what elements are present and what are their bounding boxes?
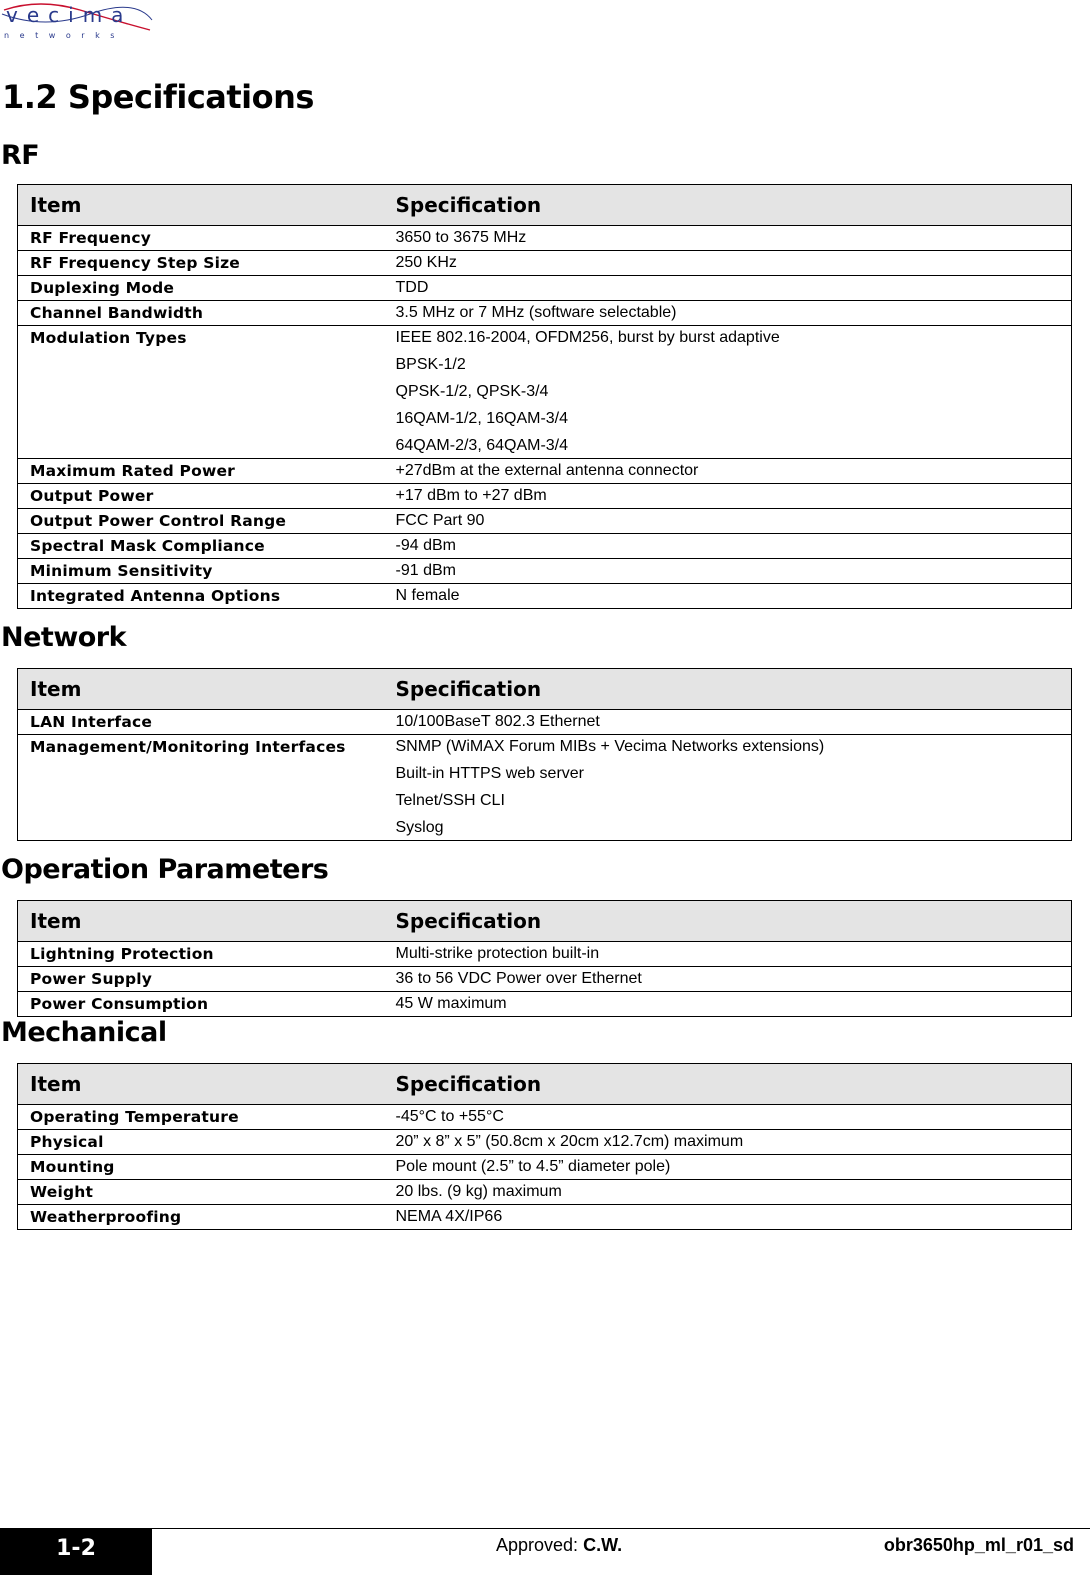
- table-row: [18, 559, 1072, 584]
- table-row: [18, 534, 1072, 559]
- spec-value: -45°C to +55°C: [395, 1108, 504, 1125]
- spec-value: 45 W maximum: [395, 995, 507, 1012]
- spec-value: 250 KHz: [395, 254, 457, 271]
- spec-value: TDD: [395, 279, 429, 296]
- spec-item: Channel Bandwidth: [18, 301, 385, 326]
- table-row: [18, 735, 1072, 841]
- page-number: 1-2: [0, 1529, 152, 1575]
- spec-value: 3650 to 3675 MHz: [395, 229, 527, 246]
- table-row: [18, 251, 1072, 276]
- spec-value-cell: [385, 459, 1072, 484]
- spec-value: 64QAM-2/3, 64QAM-3/4: [395, 437, 569, 454]
- table-header-row: [18, 901, 1072, 942]
- spec-item: LAN Interface: [18, 710, 385, 735]
- spec-value-cell: [385, 1105, 1072, 1130]
- table-row: [18, 1130, 1072, 1155]
- vecima-logo: [0, 0, 160, 44]
- spec-item: Mounting: [18, 1155, 385, 1180]
- spec-value: BPSK-1/2: [395, 356, 466, 373]
- spec-value: QPSK-1/2, QPSK-3/4: [395, 383, 549, 400]
- table-row: [18, 1155, 1072, 1180]
- spec-item: Management/Monitoring Interfaces: [18, 735, 385, 841]
- spec-value-cell: [385, 301, 1072, 326]
- spec-item: Physical: [18, 1130, 385, 1155]
- spec-value-cell: [385, 992, 1072, 1017]
- table-row: [18, 710, 1072, 735]
- spec-value-cell: [385, 710, 1072, 735]
- spec-value-cell: [385, 276, 1072, 301]
- table-row: [18, 1105, 1072, 1130]
- spec-item: Spectral Mask Compliance: [18, 534, 385, 559]
- column-header-item: Item: [18, 1064, 385, 1105]
- spec-value-cell: [385, 1205, 1072, 1230]
- spec-item: Operating Temperature: [18, 1105, 385, 1130]
- page-footer: [0, 1528, 1090, 1575]
- spec-value: Syslog: [395, 819, 444, 836]
- spec-item: Output Power: [18, 484, 385, 509]
- table-operation: [17, 900, 1072, 1017]
- spec-value: +17 dBm to +27 dBm: [395, 487, 547, 504]
- table-row: [18, 484, 1072, 509]
- spec-value-cell: [385, 735, 1072, 841]
- spec-item: Power Supply: [18, 967, 385, 992]
- table-row: [18, 1205, 1072, 1230]
- spec-value: N female: [395, 587, 460, 604]
- table-row: [18, 301, 1072, 326]
- spec-value-cell: [385, 967, 1072, 992]
- spec-value-cell: [385, 1130, 1072, 1155]
- spec-item: Maximum Rated Power: [18, 459, 385, 484]
- spec-item: Weight: [18, 1180, 385, 1205]
- table-row: [18, 509, 1072, 534]
- section-title-mechanical: Mechanical: [1, 1017, 167, 1048]
- spec-value: SNMP (WiMAX Forum MIBs + Vecima Networks extensions): [395, 738, 825, 755]
- table-row: [18, 276, 1072, 301]
- spec-item: Integrated Antenna Options: [18, 584, 385, 609]
- approval-info: [496, 1535, 622, 1556]
- spec-value: -91 dBm: [395, 562, 456, 579]
- table-network: [17, 668, 1072, 841]
- section-title-operation: Operation Parameters: [1, 854, 329, 885]
- table-row: [18, 326, 1072, 459]
- column-header-specification: Specification: [385, 1064, 1072, 1105]
- spec-value: Multi-strike protection built-in: [395, 945, 600, 962]
- approved-label: Approved:: [496, 1535, 579, 1555]
- spec-item: Duplexing Mode: [18, 276, 385, 301]
- spec-item: Power Consumption: [18, 992, 385, 1017]
- spec-value: FCC Part 90: [395, 512, 485, 529]
- column-header-specification: Specification: [385, 669, 1072, 710]
- table-rf: [17, 184, 1072, 609]
- vecima-logo-graphic: [0, 0, 160, 44]
- spec-value-cell: [385, 584, 1072, 609]
- spec-value-cell: [385, 326, 1072, 459]
- spec-value: -94 dBm: [395, 537, 456, 554]
- spec-value-cell: [385, 509, 1072, 534]
- column-header-item: Item: [18, 185, 385, 226]
- spec-value: Telnet/SSH CLI: [395, 792, 505, 809]
- spec-value: 20” x 8” x 5” (50.8cm x 20cm x12.7cm) maximum: [395, 1133, 744, 1150]
- spec-value: 3.5 MHz or 7 MHz (software selectable): [395, 304, 677, 321]
- table-row: [18, 226, 1072, 251]
- spec-value: 36 to 56 VDC Power over Ethernet: [395, 970, 642, 987]
- spec-value-cell: [385, 942, 1072, 967]
- logo-sub: n e t w o r k s: [4, 31, 119, 40]
- spec-value: 16QAM-1/2, 16QAM-3/4: [395, 410, 569, 427]
- logo-word: vecima: [6, 3, 133, 27]
- table-header-row: [18, 1064, 1072, 1105]
- spec-value: 20 lbs. (9 kg) maximum: [395, 1183, 562, 1200]
- spec-item: Lightning Protection: [18, 942, 385, 967]
- spec-value: 10/100BaseT 802.3 Ethernet: [395, 713, 600, 730]
- column-header-specification: Specification: [385, 901, 1072, 942]
- spec-item: Minimum Sensitivity: [18, 559, 385, 584]
- spec-item: RF Frequency Step Size: [18, 251, 385, 276]
- spec-value: NEMA 4X/IP66: [395, 1208, 503, 1225]
- section-title-network: Network: [1, 622, 127, 653]
- table-row: [18, 967, 1072, 992]
- column-header-specification: Specification: [385, 185, 1072, 226]
- spec-value: Pole mount (2.5” to 4.5” diameter pole): [395, 1158, 671, 1175]
- page-title: 1.2 Specifications: [2, 78, 314, 116]
- spec-item: Weatherproofing: [18, 1205, 385, 1230]
- column-header-item: Item: [18, 669, 385, 710]
- section-title-rf: RF: [1, 140, 40, 171]
- table-header-row: [18, 669, 1072, 710]
- spec-value-cell: [385, 484, 1072, 509]
- spec-item: RF Frequency: [18, 226, 385, 251]
- spec-value-cell: [385, 1180, 1072, 1205]
- document-id: obr3650hp_ml_r01_sd: [883, 1535, 1074, 1555]
- table-row: [18, 459, 1072, 484]
- spec-value-cell: [385, 251, 1072, 276]
- spec-value: +27dBm at the external antenna connector: [395, 462, 699, 479]
- table-header-row: [18, 185, 1072, 226]
- table-row: [18, 1180, 1072, 1205]
- table-row: [18, 942, 1072, 967]
- spec-value: IEEE 802.16-2004, OFDM256, burst by burst adaptive: [395, 329, 780, 346]
- table-mechanical: [17, 1063, 1072, 1230]
- column-header-item: Item: [18, 901, 385, 942]
- spec-value-cell: [385, 559, 1072, 584]
- spec-value-cell: [385, 1155, 1072, 1180]
- spec-value-cell: [385, 534, 1072, 559]
- table-row: [18, 992, 1072, 1017]
- spec-item: Output Power Control Range: [18, 509, 385, 534]
- approved-by: C.W.: [583, 1535, 623, 1555]
- spec-value: Built-in HTTPS web server: [395, 765, 584, 782]
- spec-item: Modulation Types: [18, 326, 385, 459]
- table-row: [18, 584, 1072, 609]
- spec-value-cell: [385, 226, 1072, 251]
